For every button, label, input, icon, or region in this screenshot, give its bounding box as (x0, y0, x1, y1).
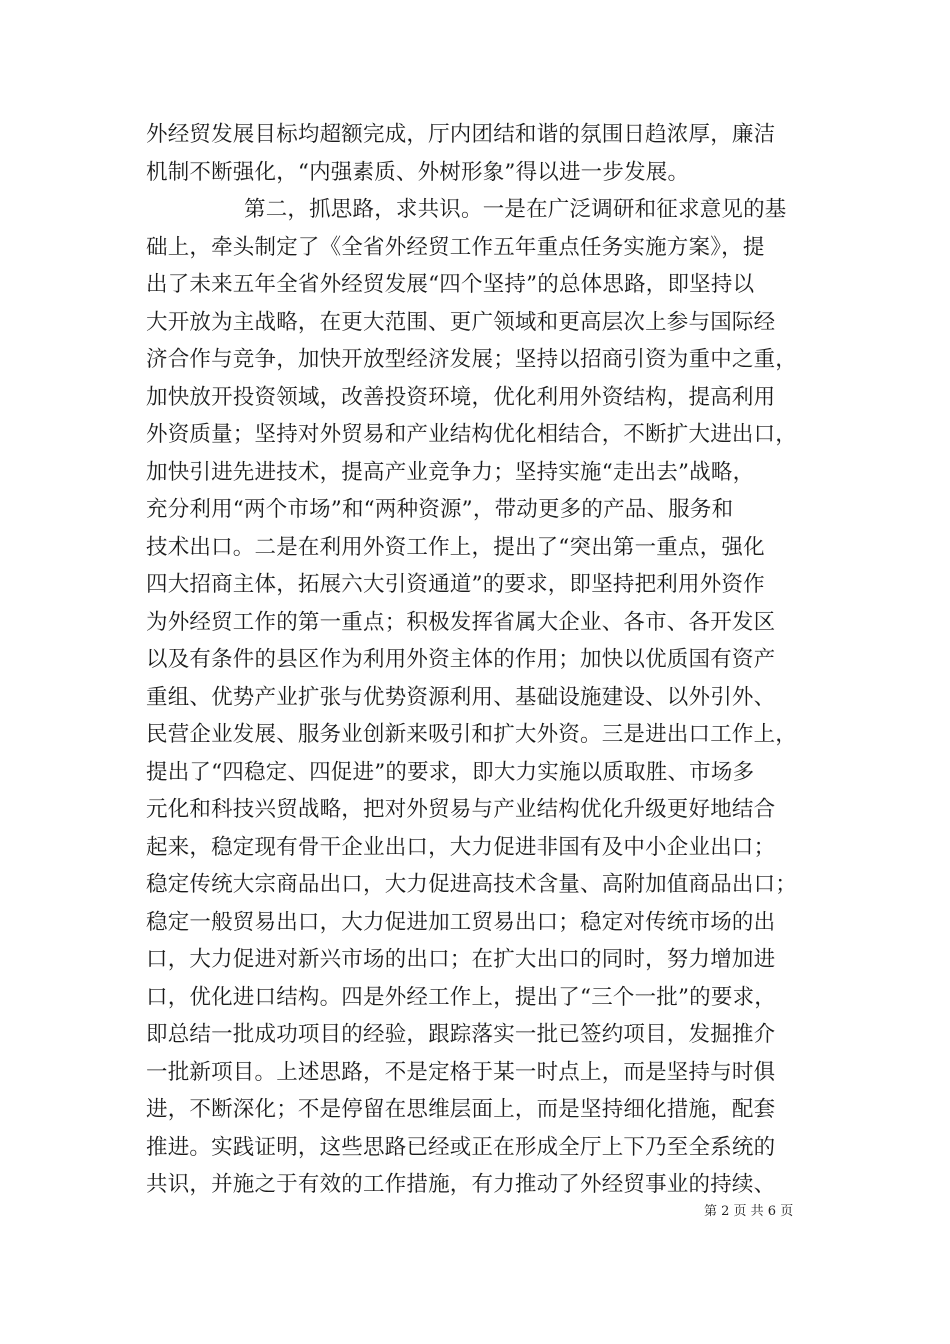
text-line: 口，大力促进对新兴市场的出口；在扩大出口的同时，努力增加进 (146, 947, 776, 972)
text-line: 起来，稳定现有骨干企业出口，大力促进非国有及中小企业出口； (146, 834, 776, 860)
text-line: 济合作与竞争，加快开放型经济发展；坚持以招商引资为重中之重， (146, 347, 798, 372)
text-line: 加快引进先进技术，提高产业竞争力；坚持实施“走出去”战略， (146, 459, 755, 485)
text-line: 一批新项目。上述思路，不是定格于某一时点上，而是坚持与时俱 (146, 1059, 776, 1085)
text-line: 即总结一批成功项目的经验，跟踪落实一批已签约项目，发掘推介 (146, 1022, 776, 1047)
text-line: 提出了“四稳定、四促进”的要求，即大力实施以质取胜、市场多 (146, 759, 755, 785)
body-text (146, 116, 806, 1204)
text-line: 技术出口。二是在利用外资工作上，提出了“突出第一重点，强化 (146, 534, 765, 560)
text-line: 大开放为主战略，在更大范围、更广领域和更高层次上参与国际经 (146, 309, 776, 335)
text-line: 口，优化进口结构。四是外经工作上，提出了“三个一批”的要求， (146, 984, 776, 1010)
text-line: 民营企业发展、服务业创新来吸引和扩大外资。三是进出口工作上， (146, 722, 798, 747)
text-line: 础上，牵头制定了《全省外经贸工作五年重点任务实施方案》，提 (146, 234, 765, 260)
page-number-footer: 第 2 页 共 6 页 (704, 1204, 794, 1219)
text-line: 稳定一般贸易出口，大力促进加工贸易出口；稳定对传统市场的出 (146, 909, 776, 935)
text-line: 四大招商主体，拓展六大引资通道”的要求，即坚持把利用外资作 (146, 572, 765, 597)
text-line: 元化和科技兴贸战略，把对外贸易与产业结构优化升级更好地结合 (146, 797, 776, 822)
text-line: 外经贸发展目标均超额完成，厅内团结和谐的氛围日趋浓厚，廉洁 (146, 122, 776, 147)
text-line: 加快放开投资领域，改善投资环境，优化利用外资结构，提高利用 (146, 384, 776, 410)
text-line: 稳定传统大宗商品出口，大力促进高技术含量、高附加值商品出口； (146, 872, 798, 897)
paragraph-start-line: 第二，抓思路，求共识。一是在广泛调研和征求意见的基 (244, 197, 787, 222)
text-line: 进，不断深化；不是停留在思维层面上，而是坚持细化措施，配套 (146, 1097, 776, 1122)
text-line: 以及有条件的县区作为利用外资主体的作用；加快以优质国有资产 (146, 647, 776, 672)
text-line: 推进。实践证明，这些思路已经或正在形成全厅上下乃至全系统的 (146, 1134, 776, 1160)
text-line: 机制不断强化，“内强素质、外树形象”得以进一步发展。 (146, 159, 690, 185)
text-line: 出了未来五年全省外经贸发展“四个坚持”的总体思路，即坚持以 (146, 272, 755, 297)
text-line: 外资质量；坚持对外贸易和产业结构优化相结合，不断扩大进出口， (146, 422, 798, 447)
text-line: 为外经贸工作的第一重点；积极发挥省属大企业、各市、各开发区 (146, 609, 776, 635)
text-line: 重组、优势产业扩张与优势资源利用、基础设施建设、以外引外、 (146, 684, 776, 710)
text-line: 共识，并施之于有效的工作措施，有力推动了外经贸事业的持续、 (146, 1172, 776, 1197)
text-line: 充分利用“两个市场”和“两种资源”，带动更多的产品、服务和 (146, 497, 734, 522)
